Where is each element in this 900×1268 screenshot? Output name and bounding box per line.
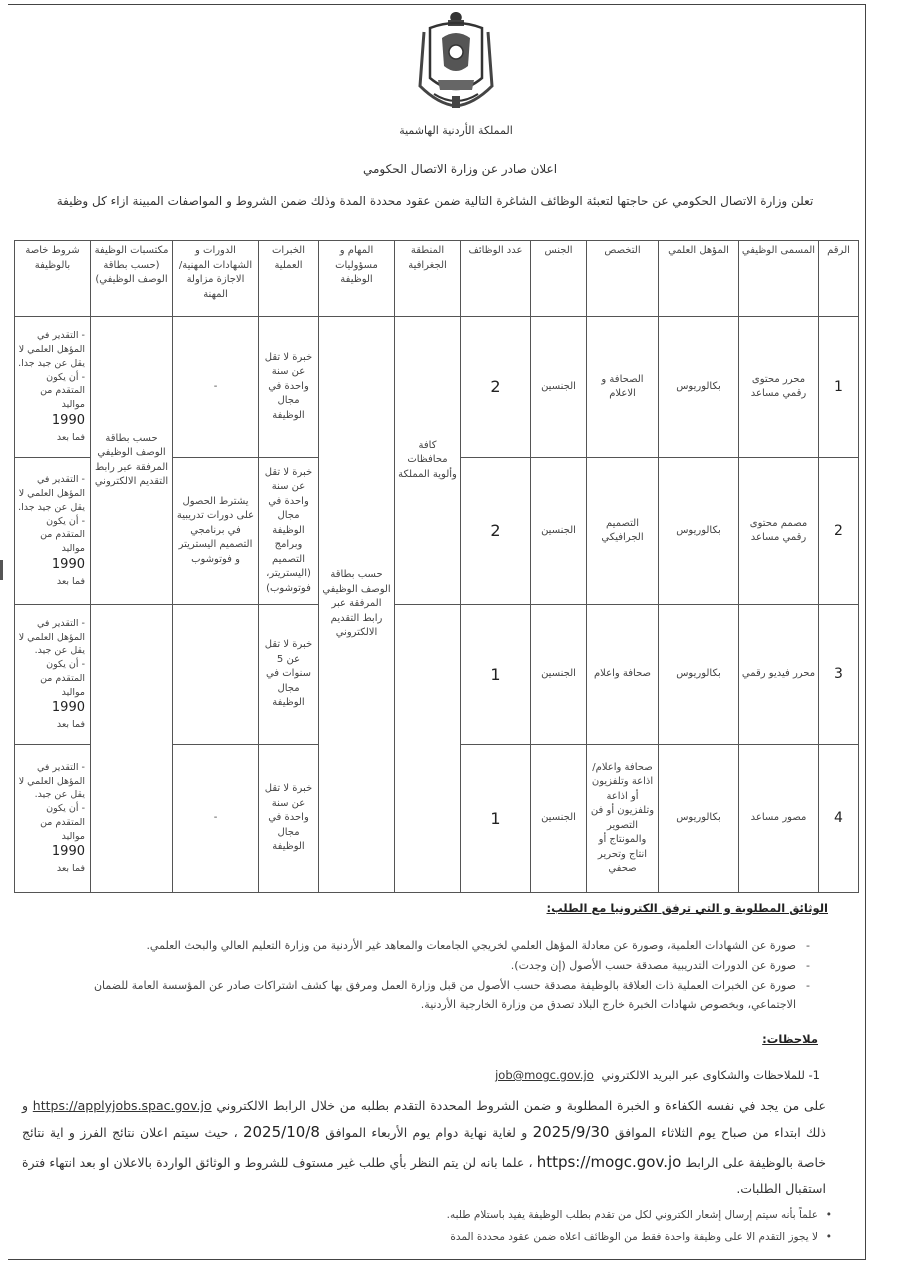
job-title: مصمم محتوى رقمي مساعد [739,458,819,605]
para-text: و ذلك ابتداء من صباح يوم الثلاثاء الموافق [22,1098,826,1141]
header-cell: المسمى الوظيفي [739,241,819,317]
header-cell: عدد الوظائف [461,241,531,317]
experience: خبرة لا تقل عن سنة واحدة في مجال الوظيفة [259,317,319,458]
special-grade: - التقدير في المؤهل العلمي لا يقل عن جيد جدا. [18,330,85,369]
special-conditions [15,458,91,605]
header-cell: الدورات و الشهادات المهنية/الاجازة مزاولة المهنة [173,241,259,317]
courses: - [173,317,259,458]
list-item: - صورة عن الخبرات العملية ذات العلاقة بالوظيفة مصدقة حسب الأصول من قبل وزارة العمل ومرفق بها كشف اشتراكات صادر عن المؤسسة العامة للضمان الاجتماعي، وبخصوص شهادات الخبرة خارج البلاد تصدق من وزارة الخارجية الأردنية. [90,976,810,1016]
header-cell: شروط خاصة بالوظيفة [15,241,91,317]
notes-heading: ملاحظات: [762,1032,818,1046]
vacancy-count: 2 [461,458,531,605]
jordan-coat-of-arms-icon [418,8,494,113]
table-row [15,317,859,458]
header-cell: مكتسبات الوظيفة (حسب بطاقة الوصف الوظيفي) [91,241,173,317]
benefits-cell: حسب بطاقة الوصف الوظيفي المرفقة عبر رابط التقديم الالكتروني [91,317,173,605]
experience: خبرة لا تقل عن سنة واحدة في مجال الوظيفة [259,745,319,893]
row-number: 4 [819,745,859,893]
header-cell: المؤهل العلمي [659,241,739,317]
special-after: فما بعد [56,575,85,587]
courses [173,605,259,745]
announcement-title: اعلان صادر عن وزارة الاتصال الحكومي [362,162,558,176]
para-text: ، علما بانه لن يتم النظر بأي طلب غير مستوف للشروط و الوثائق الواردة بالاعلان او بعد انتهاء فترة استقبال الطلبات. [22,1154,826,1196]
list-item: • علماً بأنه سيتم إرسال إشعار الكتروني لكل من تقدم بطلب الوظيفة يفيد باستلام طلبه. [72,1204,832,1226]
list-item: • لا يجوز التقدم الا على وظيفة واحدة فقط من الوظائف اعلاه ضمن عقود محددة المدة [72,1226,832,1248]
emblem-caption: المملكة الأردنية الهاشمية [399,124,513,137]
special-grade: - التقدير في المؤهل العلمي لا يقل عن جيد جدا. [18,474,85,513]
courses: - [173,745,259,893]
job-title: محرر فيديو رقمي [739,605,819,745]
header-cell: المهام و مسؤوليات الوظيفة [319,241,395,317]
note-complaints-text: 1- للملاحظات والشكاوى عبر البريد الالكتروني [601,1068,820,1082]
vacancy-count: 1 [461,605,531,745]
apply-link[interactable]: https://applyjobs.spac.gov.jo [32,1098,212,1113]
qualification: بكالوريوس [659,317,739,458]
end-date: 2025/10/8 [242,1123,320,1142]
qualification: بكالوريوس [659,745,739,893]
row-number: 1 [819,317,859,458]
jobs-table [14,240,859,893]
special-after: فما بعد [56,719,85,731]
special-grade: - التقدير في المؤهل العلمي لا يقل عن جيد. [18,761,85,801]
para-text: على من يجد في نفسه الكفاءة و الخبرة المطلوبة و ضمن الشروط المحددة التقدم بطلبه من خلال الرابط الالكتروني [216,1098,826,1113]
special-year: 1990 [51,412,85,428]
vacancy-count: 1 [461,745,531,893]
job-title: مصور مساعد [739,745,819,893]
para-text: و لغاية نهاية دوام يوم الأربعاء الموافق [325,1125,528,1141]
special-grade: - التقدير في المؤهل العلمي لا يقل عن جيد. [18,617,85,657]
gender: الجنسين [531,605,587,745]
special-conditions [15,317,91,458]
major: صحافة واعلام [587,605,659,745]
special-birth: - أن يكون المتقدم من مواليد [40,371,85,411]
special-after: فما بعد [56,863,85,875]
application-paragraph [22,1094,826,1201]
note-complaints [491,1068,820,1082]
tasks-cell: حسب بطاقة الوصف الوظيفي المرفقة عبر رابط التقديم الالكتروني [319,317,395,893]
announcement-intro: تعلن وزارة الاتصال الحكومي عن حاجتها لتعبئة الوظائف الشاغرة التالية ضمن عقود محددة المدة وذلك ضمن الشروط و المواصفات المبينة ازاء كل وظيفة [56,194,814,208]
list-item: - صورة عن الدورات التدريبية مصدقة حسب الأصول (إن وجدت). [90,956,810,976]
qualification: بكالوريوس [659,605,739,745]
major: صحافة واعلام/اذاعة وتلفزيون أو اذاعة وتلفزيون أو فن التصوير والمونتاج أو انتاج وتحرير صحفي [587,745,659,893]
special-year: 1990 [51,556,85,572]
para-text: ، حيث سيتم اعلان نتائج الفرز و اية نتائج خاصة بالوظيفة على الرابط [22,1125,826,1170]
ministry-site-link[interactable]: https://mogc.gov.jo [536,1152,682,1171]
special-birth: - أن يكون المتقدم من مواليد [40,515,85,555]
special-conditions [15,605,91,745]
header-cell: المنطقة الجغرافية [395,241,461,317]
gender: الجنسين [531,317,587,458]
courses: يشترط الحصول على دورات تدريبية في برنامجي التصميم اليستريتر و فوتوشوب [173,458,259,605]
list-item: - صورة عن الشهادات العلمية، وصورة عن معادلة المؤهل العلمي لخريجي الجامعات والمعاهد غير الأردنية من وزارة التعليم العالي والبحث العلمي. [90,936,810,956]
job-title: محرر محتوى رقمي مساعد [739,317,819,458]
region-cell: كافة محافظات وألوية المملكة [395,317,461,605]
header-cell: الجنس [531,241,587,317]
major: التصميم الجرافيكي [587,458,659,605]
special-year: 1990 [51,700,85,716]
header-cell: الرقم [819,241,859,317]
row-number: 3 [819,605,859,745]
margin-mark [0,560,3,580]
table-header-row [15,241,859,317]
header-cell: الخبرات العملية [259,241,319,317]
benefits-cell-empty [91,605,173,893]
experience: خبرة لا تقل عن 5 سنوات في مجال الوظيفة [259,605,319,745]
experience: خبرة لا تقل عن سنة واحدة في مجال الوظيفة وبرامج التصميم (اليستريتر، فوتوشوب) [259,458,319,605]
vacancy-count: 2 [461,317,531,458]
gender: الجنسين [531,458,587,605]
table-row [15,605,859,745]
documents-list [90,936,810,1015]
row-number: 2 [819,458,859,605]
special-year: 1990 [51,844,85,860]
region-cell-empty [395,605,461,893]
special-birth: - أن يكون المتقدم من مواليد [40,659,85,698]
qualification: بكالوريوس [659,458,739,605]
special-birth: - أن يكون المتقدم من مواليد [40,803,85,842]
complaints-email-link[interactable]: job@mogc.gov.jo [495,1068,594,1082]
special-after: فما بعد [56,431,85,443]
documents-heading: الوثائق المطلوبة و التي ترفق الكترونيا مع الطلب: [546,901,828,915]
start-date: 2025/9/30 [532,1123,610,1142]
gender: الجنسين [531,745,587,893]
notes-bullets [72,1204,832,1248]
header-cell: التخصص [587,241,659,317]
special-conditions [15,745,91,893]
major: الصحافة و الاعلام [587,317,659,458]
